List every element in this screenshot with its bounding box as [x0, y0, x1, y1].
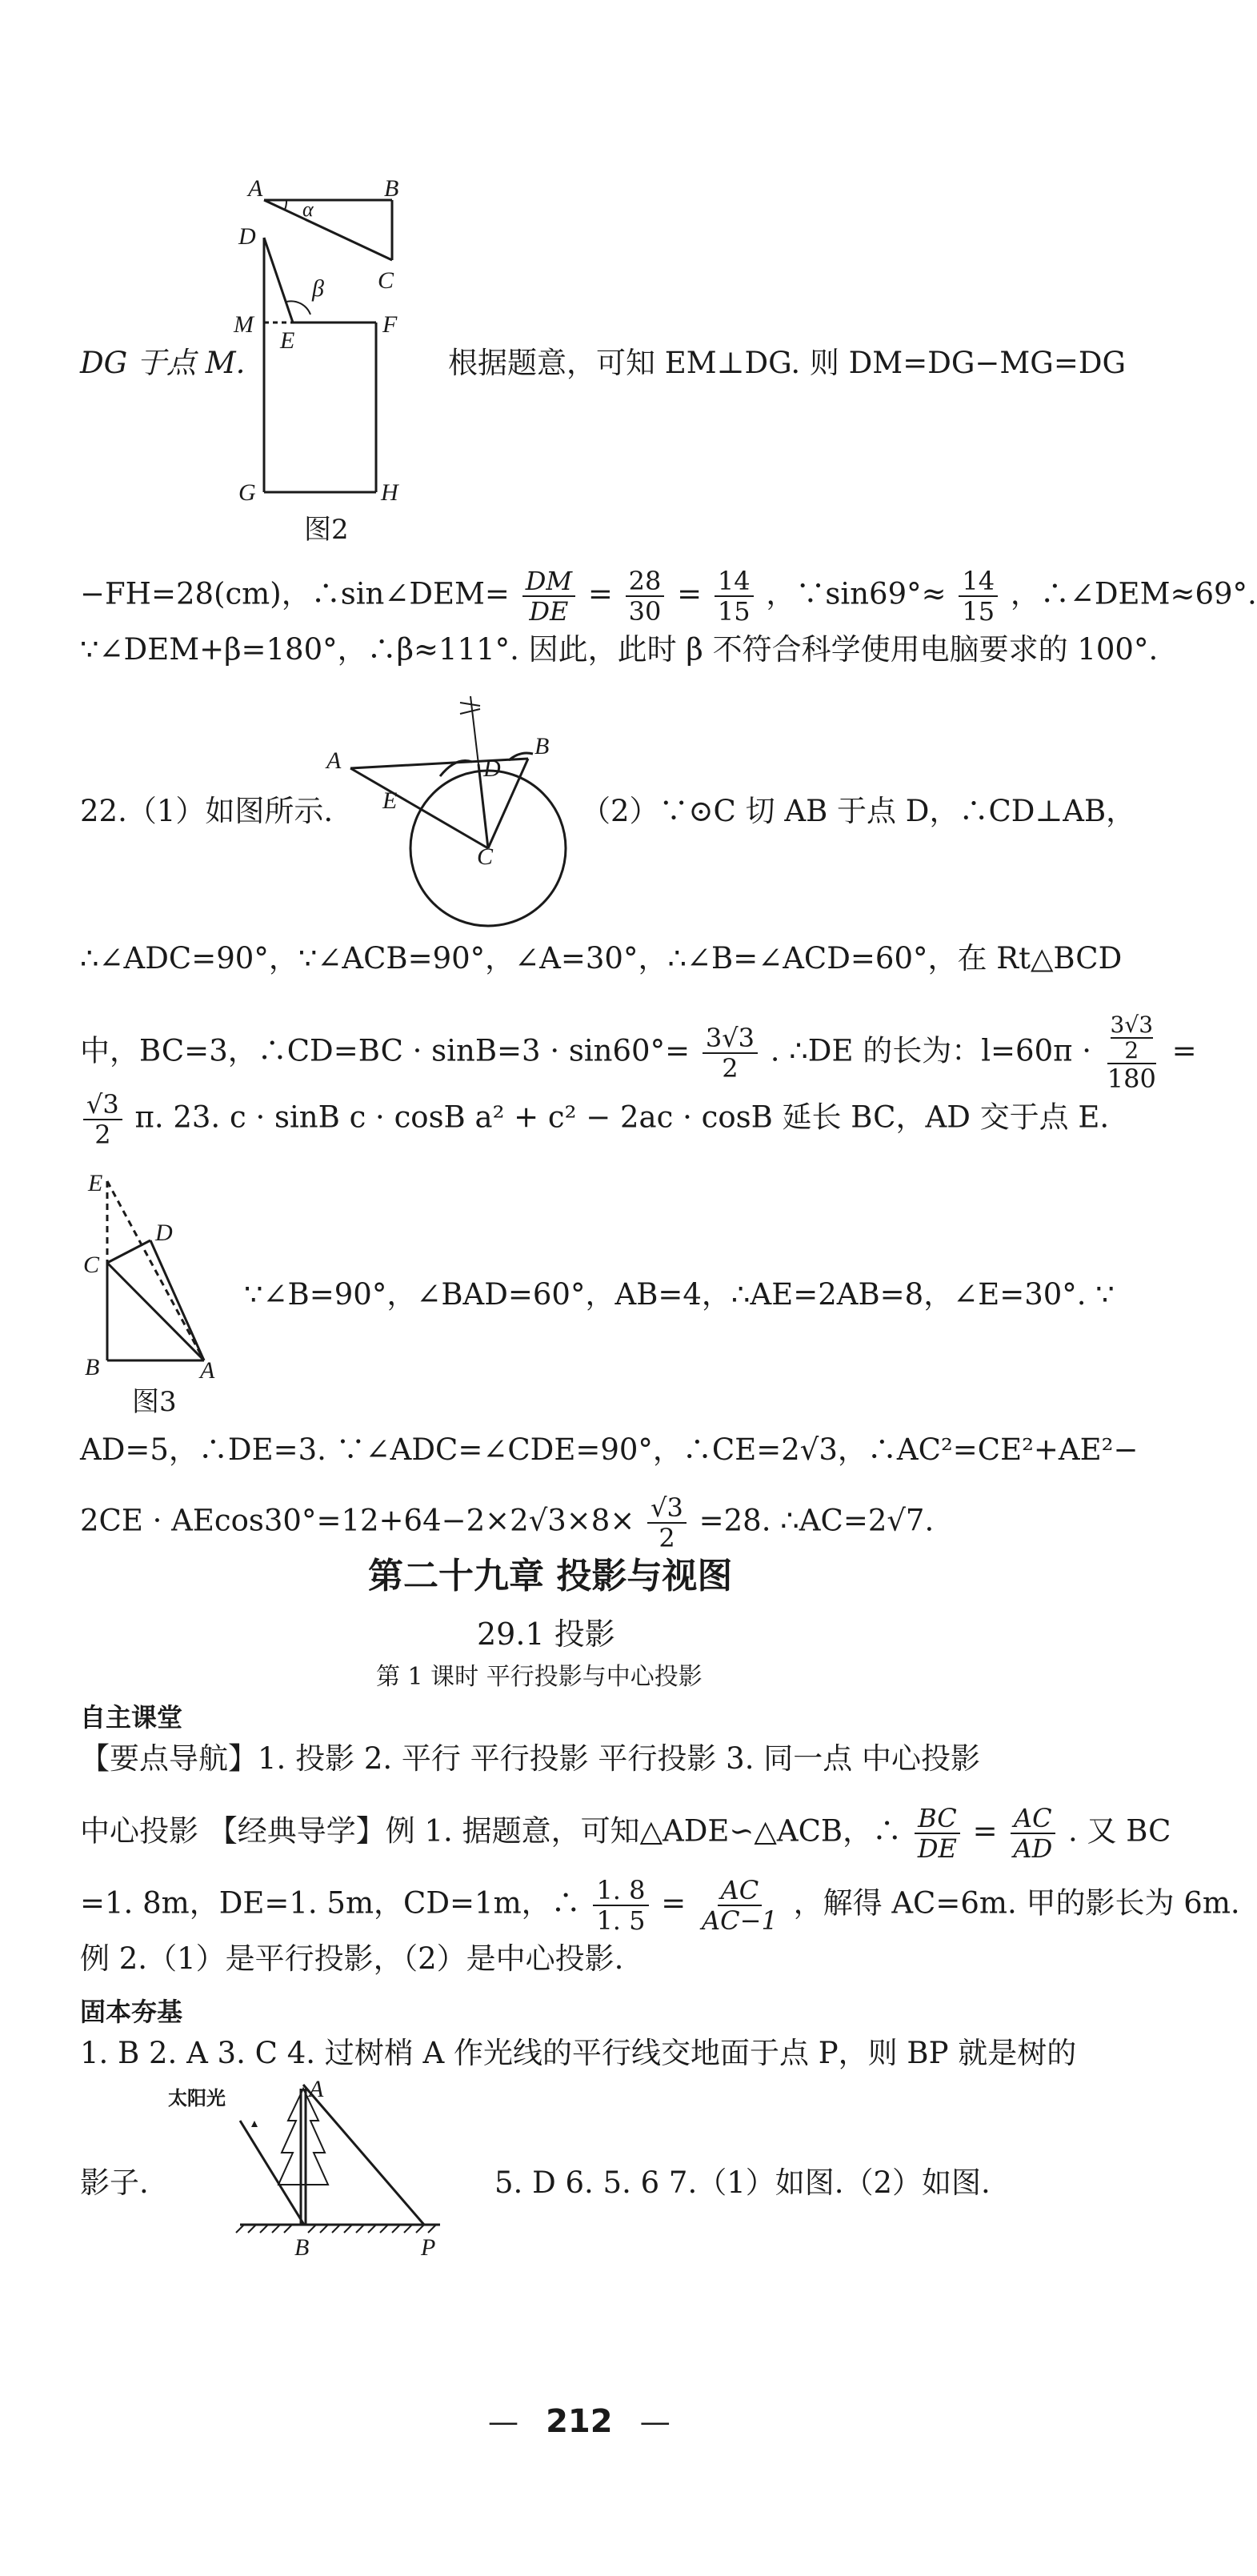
line-2	[80, 567, 1257, 626]
section-title: 29.1 投影	[477, 1617, 615, 1652]
figure-2-caption: 图2	[304, 514, 349, 546]
q22-left: 22.（1）如图所示.	[80, 794, 334, 828]
frac-num: 28	[626, 567, 665, 597]
figure-2	[232, 172, 432, 508]
label-B: B	[534, 733, 550, 759]
part1-line1: 【要点导航】1. 投影 2. 平行 平行投影 平行投影 3. 同一点 中心投影	[80, 1741, 980, 1776]
frac-den: 15	[962, 596, 995, 627]
frac-14-15	[715, 567, 754, 626]
line-10-b: =28. ∴AC=2√7.	[699, 1503, 935, 1538]
label-E: E	[88, 1170, 103, 1196]
line-7	[80, 1090, 1109, 1149]
frac-num: √3	[83, 1090, 122, 1120]
line-7-a: π. 23. c · sinB c · cosB a² + c² − 2ac · cosB 延长 BC，AD 交于点 E.	[134, 1100, 1110, 1135]
part1-line3	[80, 1876, 1240, 1935]
label-M: M	[234, 311, 254, 338]
label-C: C	[378, 267, 394, 294]
part1-line2-c: . 又 BC	[1067, 1813, 1171, 1849]
frac-dm-de	[522, 567, 575, 626]
frac-den: 2	[659, 1523, 675, 1553]
frac-28-30	[626, 567, 665, 626]
label-D: D	[155, 1220, 173, 1246]
label-beta: β	[312, 275, 324, 302]
line-6-c: =	[1171, 1033, 1197, 1068]
frac-num: 3√3	[703, 1024, 758, 1054]
sun-light-label: 太阳光	[168, 2089, 226, 2109]
frac-num: AC	[718, 1876, 763, 1906]
label-B: B	[85, 1354, 100, 1380]
line-10	[80, 1493, 934, 1552]
frac-14-15-b	[959, 567, 998, 626]
part2-line2-left: 影子.	[80, 2165, 149, 2200]
part1-line3-b: =	[661, 1885, 687, 1921]
figure-3	[80, 1168, 240, 1384]
line-9: AD=5，∴DE=3. ∵∠ADC=∠CDE=90°，∴CE=2√3，∴AC²=CE²+AE²−	[80, 1432, 1139, 1467]
part1-line3-c: ，解得 AC=6m. 甲的影长为 6m.	[793, 1885, 1240, 1921]
q22-right: （2）∵⊙C 切 AB 于点 D，∴CD⊥AB，	[581, 794, 1136, 828]
frac-den: 1. 5	[596, 1905, 646, 1936]
line-5: ∴∠ADC=90°，∵∠ACB=90°，∠A=30°，∴∠B=∠ACD=60°，在 Rt△BCD	[80, 941, 1123, 976]
frac-den: 30	[628, 596, 662, 627]
line-3: ∵∠DEM+β=180°，∴β≈111°. 因此，此时 β 不符合科学使用电脑要求的 100°.	[80, 632, 1159, 667]
label-A: A	[326, 747, 342, 774]
frac-18-15	[593, 1876, 648, 1935]
label-E: E	[382, 787, 398, 814]
label-C: C	[83, 1252, 100, 1278]
line-2-e: ，∴∠DEM≈69°.	[1010, 576, 1257, 611]
frac-den: DE	[529, 596, 569, 627]
frac-den: AC−1	[702, 1905, 778, 1936]
frac-nested	[1104, 1013, 1159, 1093]
figure-22	[320, 688, 584, 976]
part2-line1: 1. B 2. A 3. C 4. 过树梢 A 作光线的平行线交地面于点 P，则 BP 就是树的	[80, 2036, 1077, 2070]
part1-heading: 自主课堂	[80, 1702, 183, 1733]
part1-line2-a: 中心投影 【经典导学】例 1. 据题意，可知△ADE∽△ACB，∴	[80, 1813, 903, 1849]
part1-line2-b: =	[972, 1813, 998, 1849]
part2-line2-right: 5. D 6. 5. 6 7.（1）如图.（2）如图.	[494, 2165, 991, 2200]
dash-left: —	[488, 2404, 518, 2439]
line-1-left: DG 于点 M.	[80, 346, 246, 380]
frac-ac-ad	[1010, 1804, 1055, 1863]
frac-num: 14	[715, 567, 754, 597]
frac-den: DE	[917, 1833, 957, 1864]
label-alpha: α	[302, 198, 314, 221]
line-6-a: 中，BC=3，∴CD=BC · sinB=3 · sin60°=	[80, 1033, 691, 1068]
page-number: 212	[546, 2403, 613, 2440]
inner-den: 2	[1124, 1037, 1139, 1064]
part1-line3-a: =1. 8m，DE=1. 5m，CD=1m，∴	[80, 1885, 581, 1921]
frac-den: 2	[722, 1053, 739, 1084]
inner-num: 3√3	[1110, 1012, 1154, 1038]
figure-tree-shadow	[160, 2073, 464, 2265]
label-A: A	[200, 1357, 215, 1384]
frac-num	[1107, 1013, 1156, 1064]
line-2-a: −FH=28(cm)，∴sin∠DEM=	[80, 576, 510, 611]
figure-3-caption: 图3	[132, 1386, 177, 1418]
line-2-b: =	[587, 576, 613, 611]
part1-line4: 例 2.（1）是平行投影，（2）是中心投影.	[80, 1941, 624, 1976]
line-6	[80, 1013, 1197, 1093]
frac-3sqrt3-2	[703, 1024, 758, 1083]
frac-den: 180	[1107, 1064, 1156, 1094]
label-A: A	[248, 175, 263, 202]
label-P: P	[421, 2234, 436, 2261]
page-number-wrap	[488, 2404, 671, 2439]
frac-den: 15	[717, 596, 751, 627]
lesson-title: 第 1 课时 平行投影与中心投影	[376, 1663, 703, 1691]
line-2-d: ，∵sin69°≈	[766, 576, 947, 611]
dash-right: —	[639, 2404, 671, 2439]
frac-ac-ac1	[699, 1876, 781, 1935]
label-G: G	[238, 479, 256, 506]
frac-sqrt3-2	[83, 1090, 122, 1149]
label-B: B	[384, 175, 399, 202]
line-1-right: 根据题意，可知 EM⊥DG. 则 DM=DG−MG=DG	[448, 346, 1127, 380]
frac-num: BC	[915, 1804, 960, 1834]
line-2-c: =	[677, 576, 703, 611]
frac-num: AC	[1011, 1804, 1055, 1834]
part2-heading: 固本夯基	[80, 1997, 183, 2027]
frac-num: 1. 8	[593, 1876, 648, 1906]
label-E: E	[280, 327, 295, 354]
label-C: C	[477, 843, 494, 870]
label-D: D	[483, 755, 501, 782]
chapter-title: 第二十九章 投影与视图	[368, 1556, 733, 1596]
frac-num: DM	[522, 567, 575, 597]
label-A: A	[309, 2076, 324, 2102]
line-10-a: 2CE · AEcos30°=12+64−2×2√3×8×	[80, 1503, 635, 1538]
label-F: F	[382, 311, 398, 338]
line-6-b: . ∴DE 的长为：l=60π ·	[770, 1033, 1091, 1068]
part1-line2	[80, 1804, 1171, 1863]
frac-bc-de	[915, 1804, 960, 1863]
label-B: B	[294, 2234, 310, 2261]
frac-den: 2	[94, 1120, 111, 1150]
frac-num: √3	[647, 1493, 687, 1524]
frac-sqrt3-2-b	[647, 1493, 687, 1552]
frac-num: 14	[959, 567, 998, 597]
frac-den: AD	[1013, 1833, 1053, 1864]
line-8: ∵∠B=90°，∠BAD=60°，AB=4，∴AE=2AB=8，∠E=30°. ∵	[244, 1277, 1115, 1312]
label-D: D	[238, 223, 256, 250]
label-H: H	[381, 479, 398, 506]
